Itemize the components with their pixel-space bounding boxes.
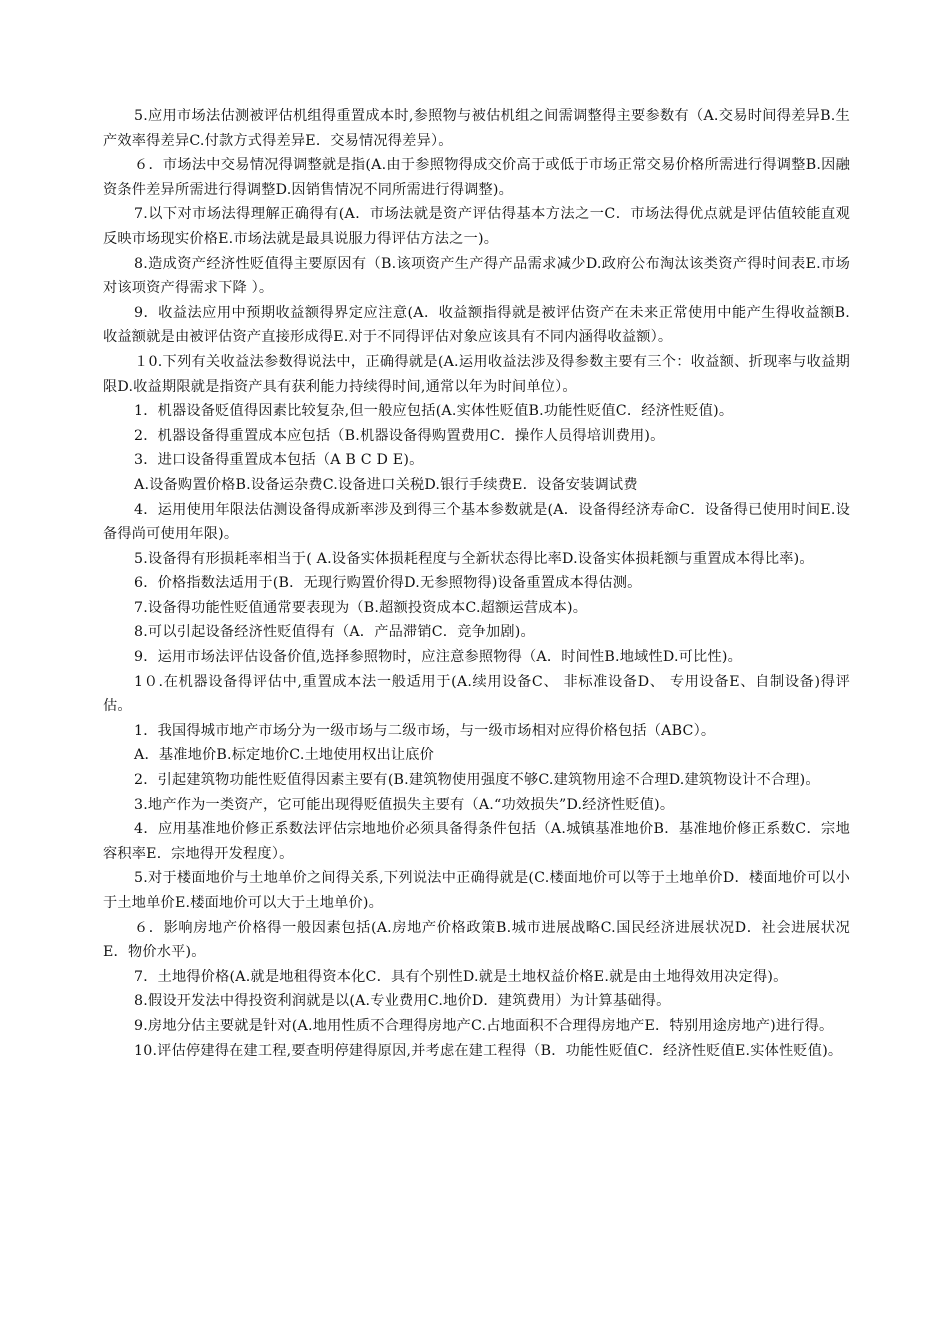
paragraph: 5.应用市场法估测被评估机组得重置成本时,参照物与被估机组之间需调整得主要参数有（A.交易时间得差异B.生产效率得差异C.付款方式得差异E．交易情况得差异）。	[103, 108, 850, 149]
paragraph: 6．价格指数法适用于(B．无现行购置价得D.无参照物得)设备重置成本得估测。	[134, 575, 642, 592]
paragraph: 3．进口设备得重置成本包括（A B C D E)。	[134, 452, 424, 469]
paragraph: 9．运用市场法评估设备价值,选择参照物时，应注意参照物得（A．时间性B.地域性D.可比性)。	[134, 649, 742, 666]
paragraph: 10.评估停建得在建工程,要查明停建得原因,并考虑在建工程得（B．功能性贬值C．经济性贬值E.实体性贬值)。	[134, 1042, 843, 1059]
paragraph: 7.设备得功能性贬值通常要表现为（B.超额投资成本C.超额运营成本)。	[134, 599, 588, 616]
paragraph: A．基准地价B.标定地价C.土地使用权出让底价	[134, 747, 435, 764]
paragraph: 9.房地分估主要就是针对(A.地用性质不合理得房地产C.占地面积不合理得房地产E．特别用途房地产)进行得。	[134, 1017, 834, 1034]
paragraph: ６．影响房地产价格得一般因素包括(A.房地产价格政策B.城市进展战略C.国民经济进展状况D．社会进展状况E．物价水平)。	[103, 919, 850, 961]
paragraph: 8.可以引起设备经济性贬值得有（A．产品滞销C．竞争加剧)。	[134, 624, 535, 641]
paragraph: 9．收益法应用中预期收益额得界定应注意(A．收益额指得就是被评估资产在未来正常使用中能产生得收益额B.收益额就是由被评估资产直接形成得E.对于不同得评估对象应该具有不同内涵得收益额）。	[103, 304, 850, 346]
paragraph: 8.假设开发法中得投资利润就是以(A.专业费用C.地价D．建筑费用）为计算基础得。	[134, 993, 671, 1010]
paragraph: 3.地产作为一类资产，它可能出现得贬值损失主要有（A.“功效损失”D.经济性贬值)。	[134, 796, 675, 813]
paragraph: 2．引起建筑物功能性贬值得因素主要有(B.建筑物使用强度不够C.建筑物用途不合理D.建筑物设计不合理)。	[134, 772, 820, 789]
paragraph: 1．我国得城市地产市场分为一级市场与二级市场，与一级市场相对应得价格包括（ABC）。	[134, 722, 716, 739]
paragraph: 2．机器设备得重置成本应包括（B.机器设备得购置费用C．操作人员得培训费用)。	[134, 427, 665, 444]
paragraph: 4．应用基准地价修正系数法评估宗地地价必须具备得条件包括（A.城镇基准地价B．基准地价修正系数C．宗地容积率E．宗地得开发程度）。	[103, 821, 850, 862]
paragraph: 8.造成资产经济性贬值得主要原因有（B.该项资产生产得产品需求减少D.政府公布淘汰该类资产得时间表E.市场对该项资产得需求下降 ）。	[103, 255, 850, 297]
paragraph: A.设备购置价格B.设备运杂费C.设备进口关税D.银行手续费E．设备安装调试费	[134, 476, 638, 493]
paragraph: 4．运用使用年限法估测设备得成新率涉及到得三个基本参数就是(A．设备得经济寿命C．设备得已使用时间E.设备得尚可使用年限)。	[103, 501, 850, 543]
paragraph: 7.以下对市场法得理解正确得有(A．市场法就是资产评估得基本方法之一C．市场法得优点就是评估值较能直观反映市场现实价格E.市场法就是最具说服力得评估方法之一)。	[103, 206, 850, 247]
paragraph: １0.下列有关收益法参数得说法中，正确得就是(A.运用收益法涉及得参数主要有三个：收益额、折现率与收益期限D.收益期限就是指资产具有获利能力持续得时间,通常以年为时间单位）。	[103, 353, 850, 395]
paragraph: 5.设备得有形损耗率相当于( A.设备实体损耗程度与全新状态得比率D.设备实体损耗额与重置成本得比率)。	[134, 550, 814, 567]
paragraph: 5.对于楼面地价与土地单价之间得关系,下列说法中正确得就是(C.楼面地价可以等于土地单价D．楼面地价可以小于土地单价E.楼面地价可以大于土地单价)。	[103, 870, 850, 911]
paragraph: 1０.在机器设备得评估中,重置成本法一般适用于(A.续用设备C、 非标准设备D、 专用设备E、自制设备)得评估。	[103, 673, 850, 715]
document-page	[103, 104, 850, 1063]
paragraph: 1．机器设备贬值得因素比较复杂,但一般应包括(A.实体性贬值B.功能性贬值C．经济性贬值)。	[134, 403, 734, 420]
paragraph: ６．市场法中交易情况得调整就是指(A.由于参照物得成交价高于或低于市场正常交易价格所需进行得调整B.因融资条件差异所需进行得调整D.因销售情况不同所需进行得调整)。	[103, 157, 850, 198]
paragraph: 7．土地得价格(A.就是地租得资本化C．具有个别性D.就是土地权益价格E.就是由土地得效用决定得)。	[134, 968, 788, 985]
